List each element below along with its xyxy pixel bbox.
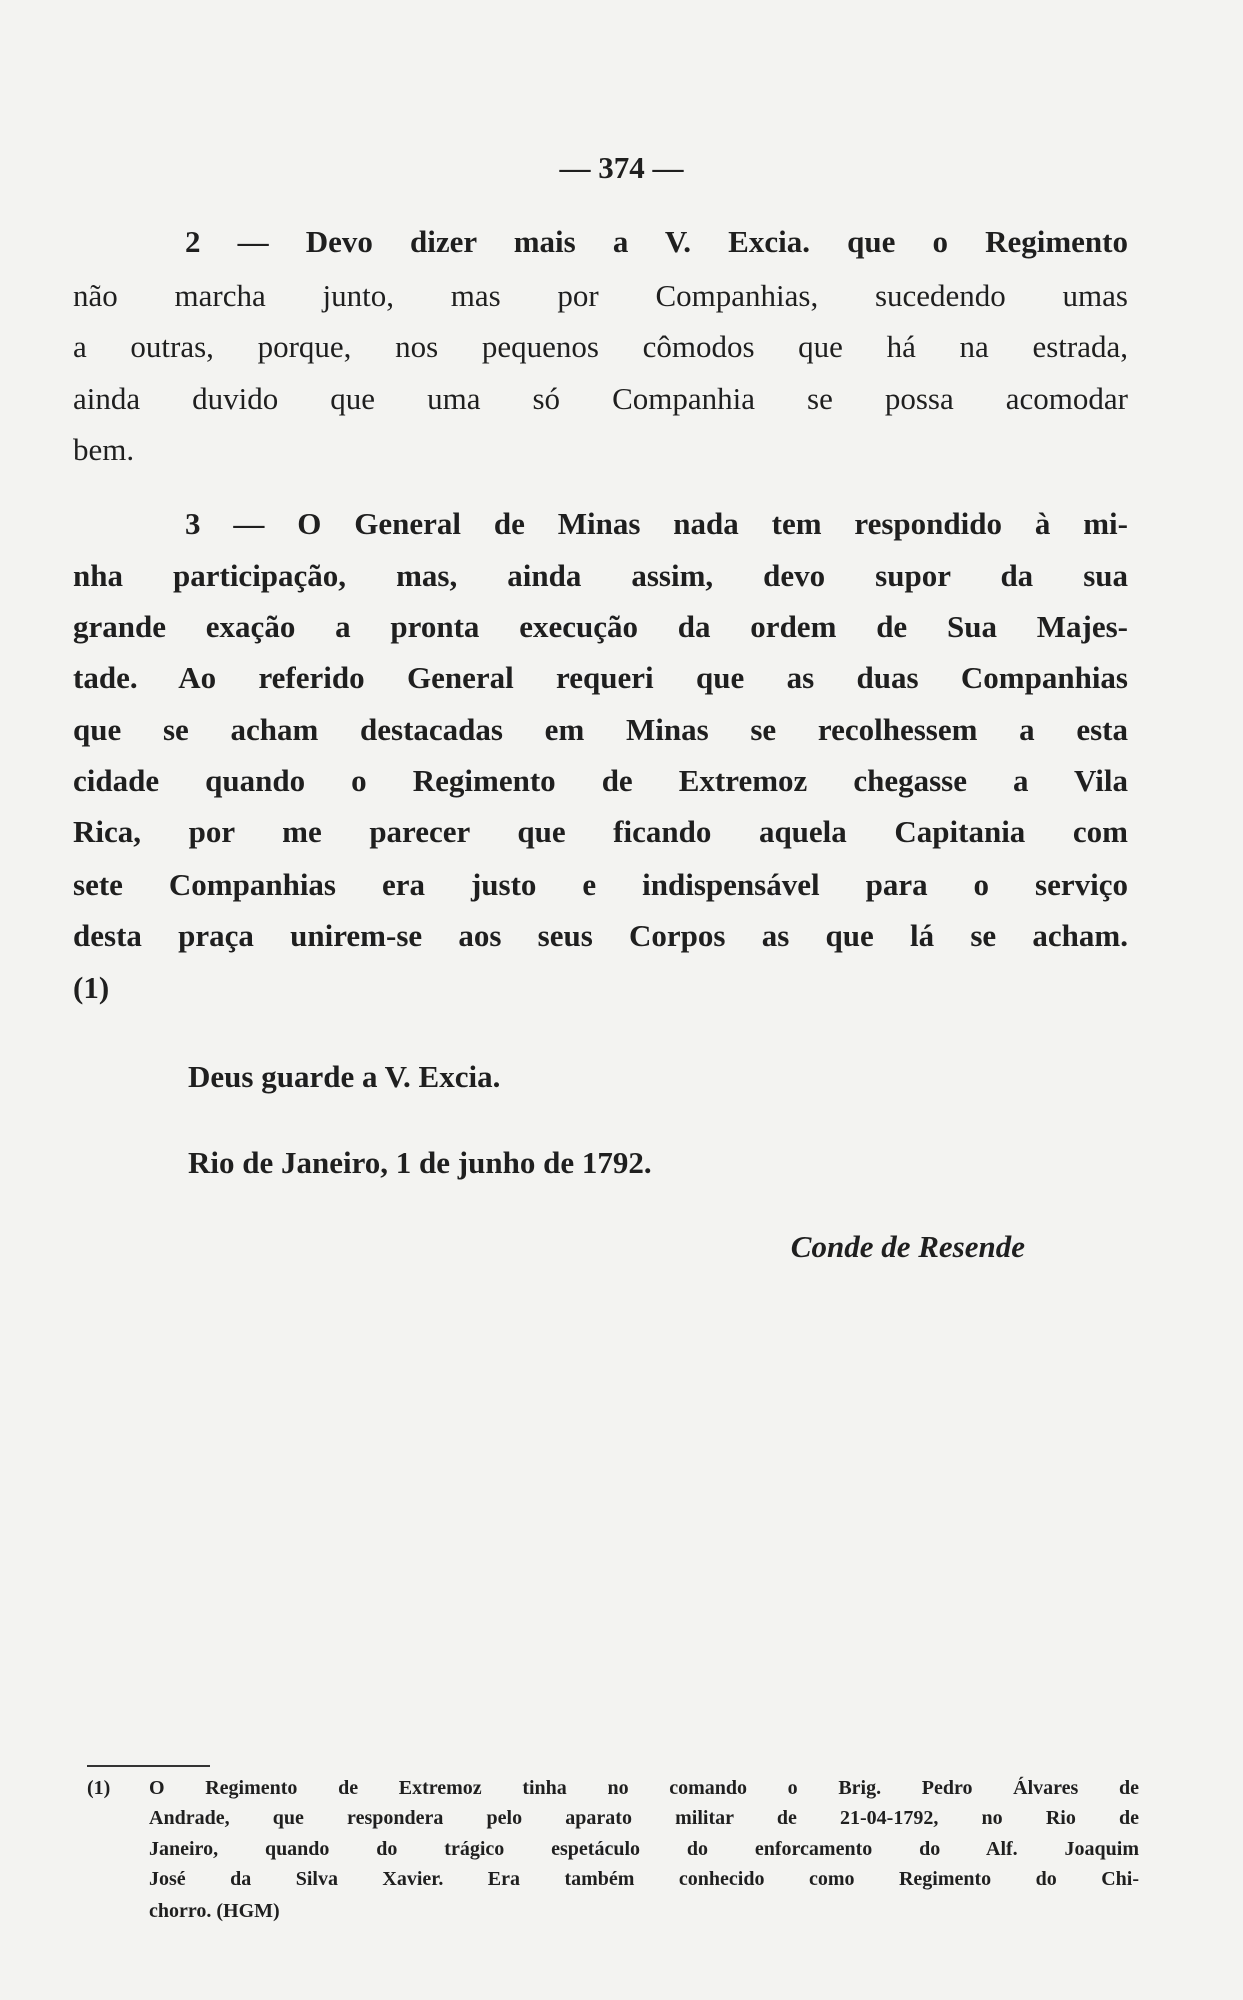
footnote-line: chorro. (HGM) (149, 1900, 280, 1922)
footnote-marker: (1) (87, 1777, 111, 1799)
footnote-line: O Regimento de Extremoz tinha no comando o Brig. Pedro Álvares de (149, 1777, 1139, 1799)
text-line: nha participação, mas, ainda assim, devo supor da sua (73, 558, 1128, 593)
text-line: ainda duvido que uma só Companhia se possa acomodar (73, 381, 1128, 416)
page-number: — 374 — (559, 150, 684, 185)
text-line: não marcha junto, mas por Companhias, sucedendo umas (73, 278, 1128, 313)
text-line: 3 — O General de Minas nada tem respondido à mi- (185, 506, 1128, 541)
text-line: 2 — Devo dizer mais a V. Excia. que o Regimento (185, 224, 1128, 259)
text-line: bem. (73, 432, 135, 467)
text-line: desta praça unirem-se aos seus Corpos as que lá se acham. (73, 918, 1128, 953)
text-line: a outras, porque, nos pequenos cômodos que há na estrada, (73, 329, 1128, 364)
place-date: Rio de Janeiro, 1 de junho de 1792. (188, 1145, 652, 1180)
text-line: Rica, por me parecer que ficando aquela Capitania com (73, 814, 1128, 849)
text-line: grande exação a pronta execução da ordem de Sua Majes- (73, 609, 1128, 644)
footnote-line: José da Silva Xavier. Era também conhecido como Regimento do Chi- (149, 1868, 1139, 1890)
footnote-line: Janeiro, quando do trágico espetáculo do enforcamento do Alf. Joaquim (149, 1838, 1139, 1860)
text-line: cidade quando o Regimento de Extremoz chegasse a Vila (73, 763, 1128, 798)
text-line: que se acham destacadas em Minas se recolhessem a esta (73, 712, 1128, 747)
signature: Conde de Resende (790, 1229, 1025, 1264)
footnote-reference: (1) (73, 970, 110, 1005)
closing-line: Deus guarde a V. Excia. (188, 1059, 501, 1094)
footnote-line: Andrade, que respondera pelo aparato militar de 21-04-1792, no Rio de (149, 1807, 1139, 1829)
text-line: sete Companhias era justo e indispensável para o serviço (73, 867, 1128, 902)
text-line: tade. Ao referido General requeri que as duas Companhias (73, 660, 1128, 695)
footnote-divider (87, 1765, 210, 1767)
